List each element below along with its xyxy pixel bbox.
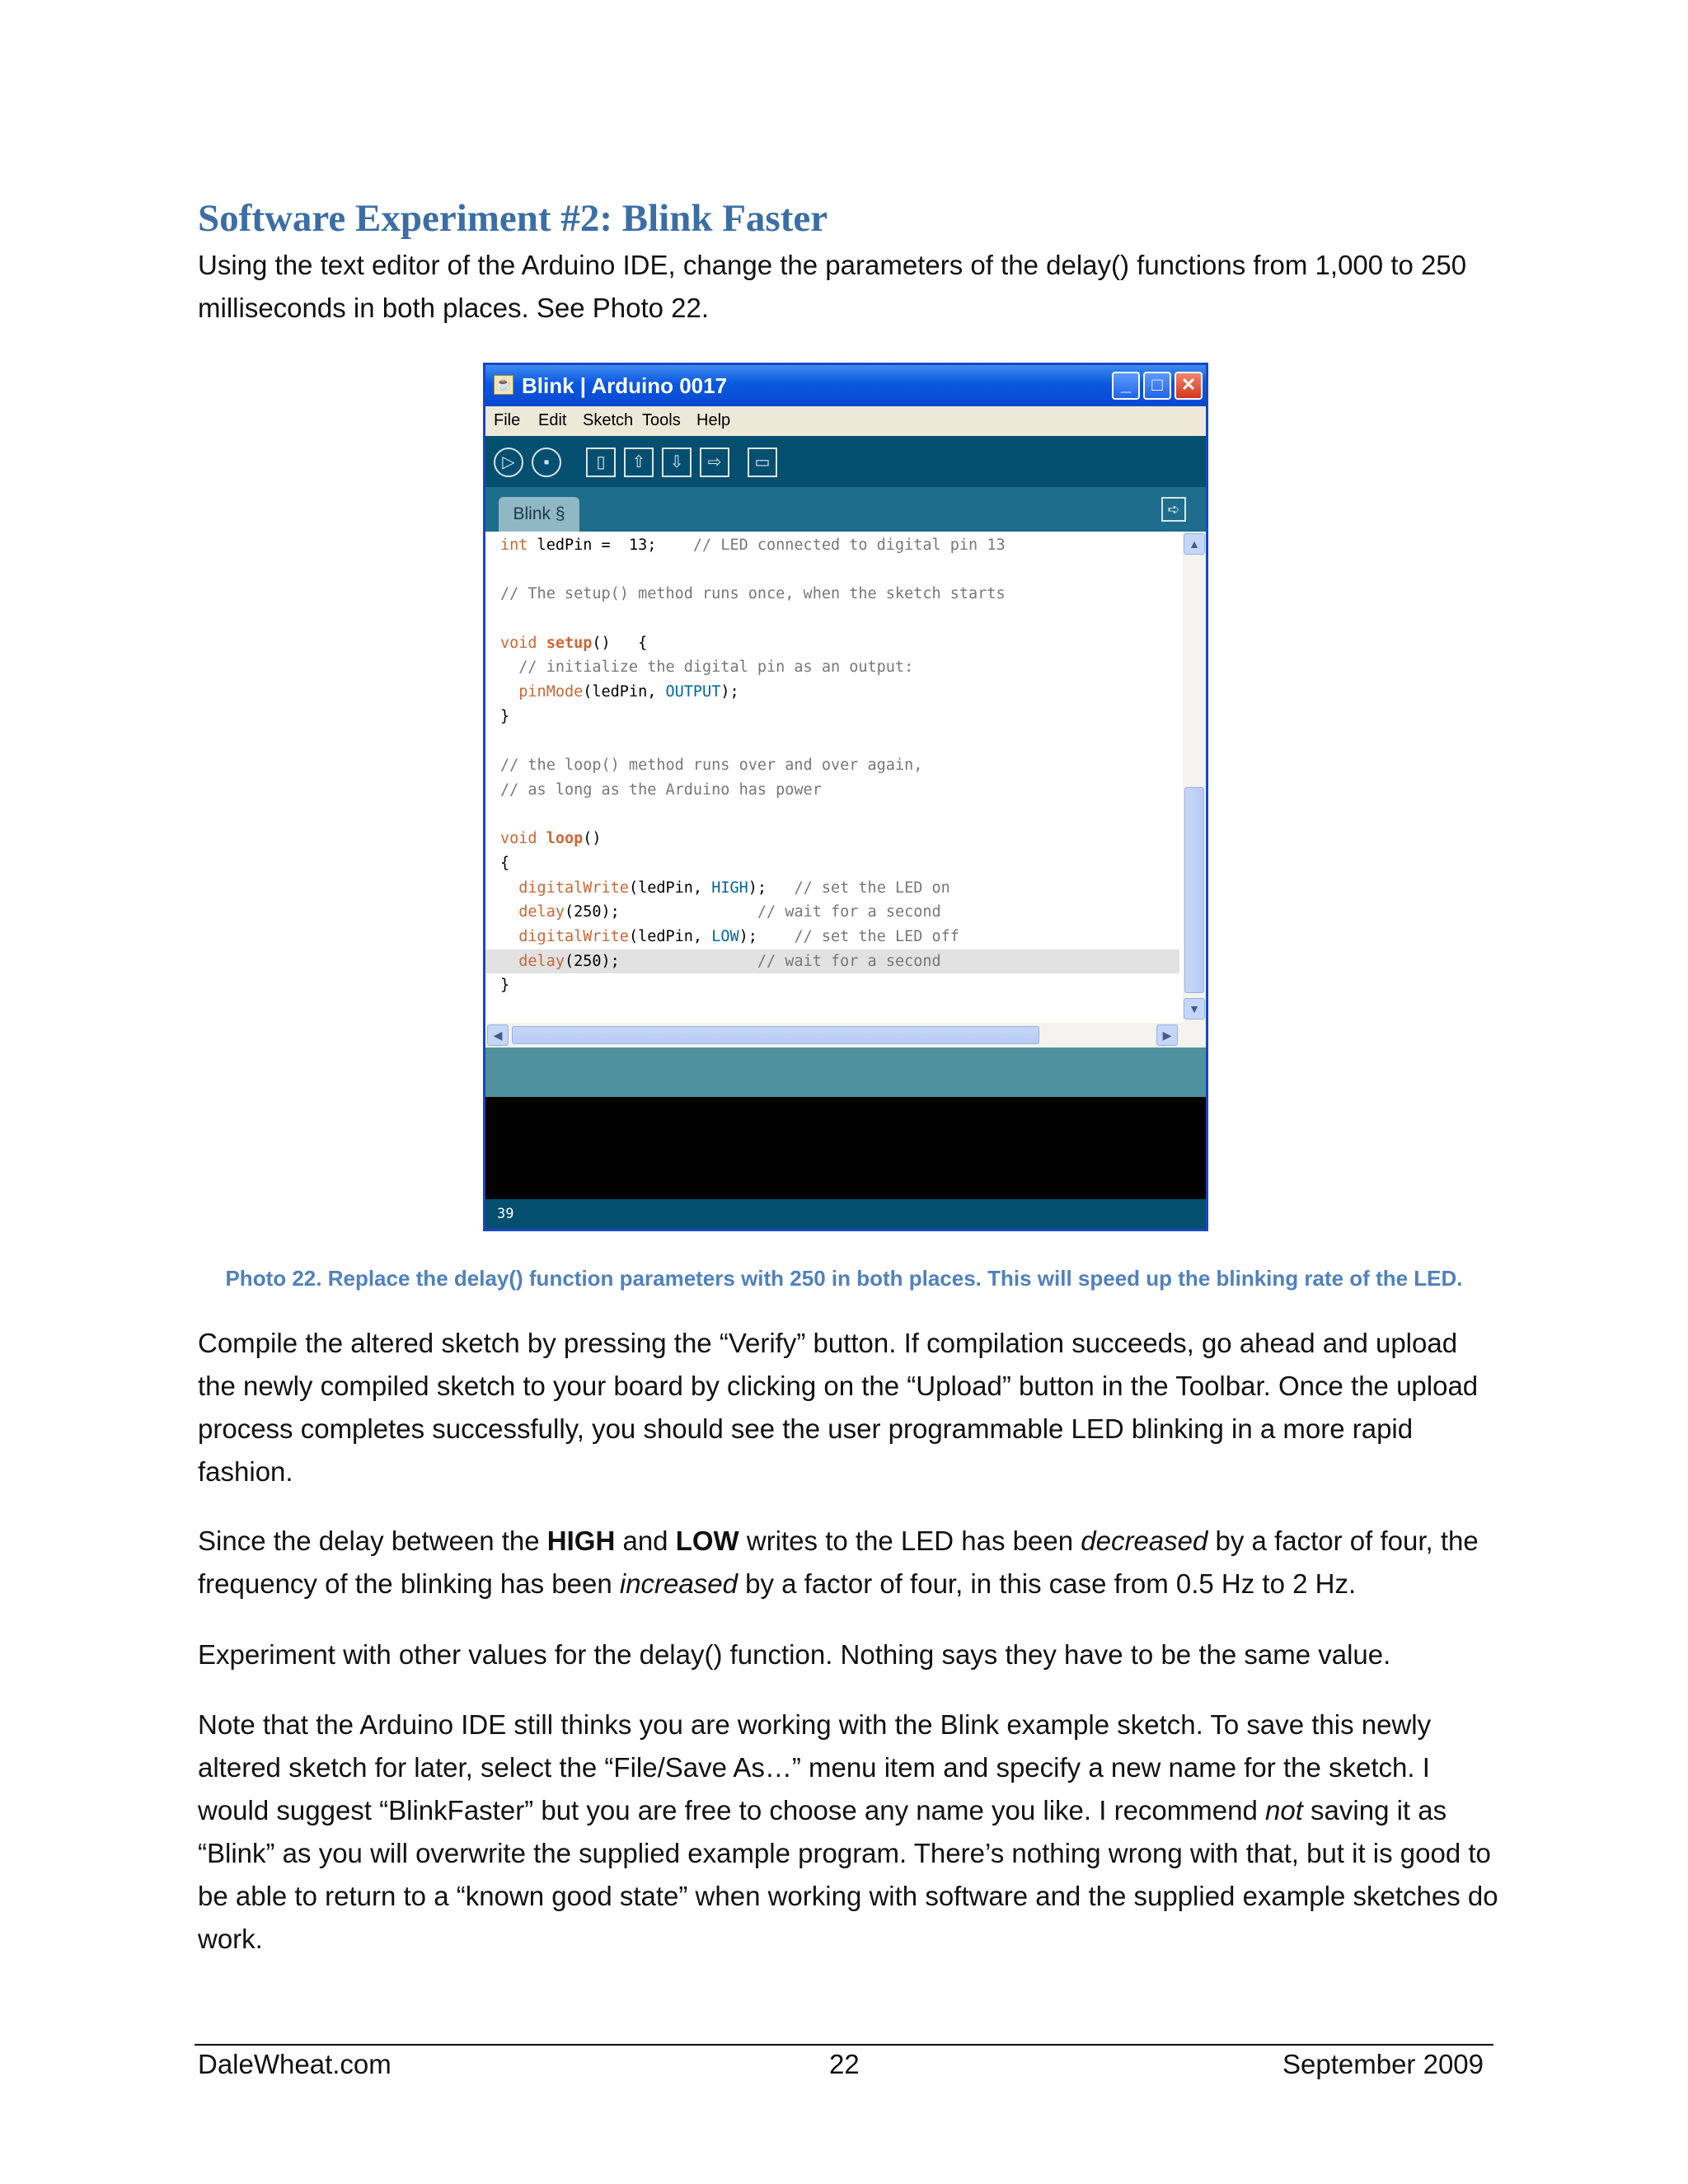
paragraph-frequency: Since the delay between the HIGH and LOW writes to the LED has been decreased by a factor of four, the frequency of the blinking has been increased by a factor of four, in this case from 0.5 Hz to 2 Hz. — [198, 1526, 1479, 1599]
code-line: void setup() { — [500, 634, 648, 652]
code-line: // the loop() method runs over and over again, — [500, 757, 923, 775]
minimize-icon[interactable]: _ — [1112, 372, 1140, 400]
tab-menu-arrow-icon[interactable]: ➪ — [1161, 497, 1186, 522]
vertical-scroll-thumb[interactable] — [1184, 787, 1204, 993]
menu-help[interactable]: Help — [696, 411, 731, 429]
code-line: delay(250); // wait for a second — [518, 903, 941, 921]
close-icon[interactable]: ✕ — [1175, 372, 1203, 400]
code-line — [485, 558, 1179, 583]
footer-date: September 2009 — [1282, 2049, 1484, 2079]
code-line: { — [500, 854, 510, 872]
save-icon[interactable]: ⇩ — [662, 448, 692, 477]
code-line: int ledPin = 13; // LED connected to digital pin 13 — [500, 537, 1006, 554]
code-line: void loop() — [500, 830, 602, 848]
scroll-down-icon[interactable]: ▼ — [1184, 998, 1205, 1019]
stop-icon[interactable]: ▪ — [532, 448, 561, 477]
code-line — [485, 729, 1179, 754]
code-line — [485, 607, 1179, 631]
code-line-current: delay(250); // wait for a second — [485, 949, 1179, 974]
scroll-left-icon[interactable]: ◀ — [487, 1024, 509, 1046]
paragraph-experiment: Experiment with other values for the delay() function. Nothing says they have to be the same value. — [198, 1639, 1391, 1670]
line-number-bar — [485, 1199, 1206, 1229]
title-bar — [485, 365, 1206, 406]
vertical-scrollbar[interactable] — [1183, 532, 1206, 1023]
code-line: } — [500, 977, 510, 995]
paragraph-compile: Compile the altered sketch by pressing the “Verify” button. If compilation succeeds, go ahead and upload the newly compiled sketch to your board by clicking on the “Upload” button in the Toolbar. Once the upload process completes successfully, you should see the user programmable LED blinking in a more rapid fashion. — [198, 1328, 1479, 1487]
toolbar — [485, 436, 1206, 487]
code-line — [485, 803, 1179, 827]
arduino-ide-window — [483, 363, 1208, 1231]
horizontal-scroll-thumb[interactable] — [512, 1026, 1039, 1044]
photo-caption: Photo 22. Replace the delay() function parameters with 250 in both places. This will speed up the blinking rate of the LED. — [225, 1266, 1463, 1291]
serial-monitor-icon[interactable]: ▭ — [748, 448, 777, 477]
code-line: digitalWrite(ledPin, HIGH); // set the LED on — [518, 879, 950, 897]
scroll-right-icon[interactable]: ▶ — [1156, 1024, 1178, 1046]
code-listing — [485, 533, 1179, 998]
app-icon: ☕ — [494, 375, 513, 395]
console-output — [485, 1097, 1206, 1199]
status-area — [485, 1047, 1206, 1097]
window-title: Blink | Arduino 0017 — [522, 373, 728, 398]
verify-icon[interactable]: ▷ — [494, 448, 523, 477]
open-icon[interactable]: ⇧ — [624, 448, 654, 477]
code-line: pinMode(ledPin, OUTPUT); — [518, 683, 739, 701]
upload-icon[interactable]: ⇨ — [700, 448, 729, 477]
code-line: // The setup() method runs once, when the sketch starts — [500, 585, 1006, 603]
footer-rule — [195, 2044, 1493, 2046]
footer-page-number: 22 — [829, 2049, 860, 2079]
menu-file[interactable]: File — [494, 411, 521, 429]
menu-sketch[interactable]: Sketch — [583, 411, 634, 429]
code-line: digitalWrite(ledPin, LOW); // set the LED off — [518, 928, 959, 945]
paragraph-save-note: Note that the Arduino IDE still thinks you are working with the Blink example sketch. To save this newly altered sketch for later, select the “File/Save As…” menu item and specify a new name for the sketch. I would suggest “BlinkFaster” but you are free to choose any name you like. I recommend not saving it as “Blink” as you will overwrite the supplied example program. There’s nothing wrong with that, but it is good to be able to return to a “known good state” when working with software and the supplied example sketches do work. — [198, 1709, 1498, 1954]
code-line: // initialize the digital pin as an output: — [500, 658, 914, 677]
menu-bar — [485, 406, 1206, 436]
tab-blink[interactable]: Blink § — [499, 497, 579, 532]
maximize-icon[interactable]: □ — [1143, 372, 1171, 400]
footer-site: DaleWheat.com — [198, 2049, 392, 2079]
horizontal-scrollbar[interactable] — [485, 1023, 1206, 1047]
section-heading: Software Experiment #2: Blink Faster — [198, 197, 828, 240]
menu-edit[interactable]: Edit — [538, 411, 567, 429]
code-editor[interactable] — [485, 532, 1206, 1042]
line-number: 39 — [497, 1206, 514, 1222]
code-line: // as long as the Arduino has power — [500, 780, 822, 799]
intro-paragraph: Using the text editor of the Arduino IDE, change the parameters of the delay() functions from 1,000 to 250 milliseconds in both places. See Photo 22. — [198, 250, 1467, 323]
code-line: } — [500, 707, 510, 725]
tab-strip — [485, 487, 1206, 532]
menu-tools[interactable]: Tools — [642, 411, 681, 429]
scroll-up-icon[interactable]: ▲ — [1184, 533, 1205, 555]
new-icon[interactable]: ▯ — [586, 448, 616, 477]
